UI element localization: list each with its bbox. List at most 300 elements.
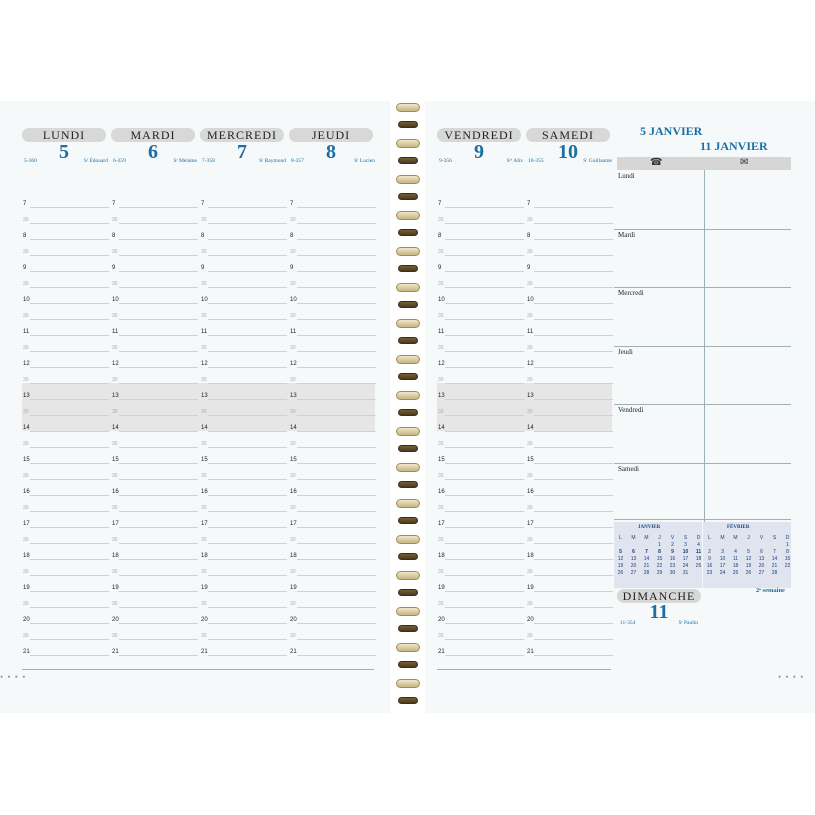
- binding-ring: [398, 265, 418, 272]
- half-hour-line: [208, 479, 287, 480]
- hour-line: [534, 527, 613, 528]
- half-hour-line: [445, 543, 524, 544]
- hour-line: [297, 527, 376, 528]
- weekday-header: V: [759, 535, 764, 541]
- phone-icon: ☎: [650, 157, 663, 168]
- hour-label: 12: [112, 361, 119, 367]
- hour-line: [119, 367, 198, 368]
- half-hour-label: 30: [112, 537, 118, 543]
- half-hour-line: [30, 511, 109, 512]
- half-hour-line: [445, 383, 524, 384]
- hour-line: [119, 463, 198, 464]
- half-hour-line: [119, 511, 198, 512]
- half-hour-line: [445, 287, 524, 288]
- half-hour-label: 30: [112, 505, 118, 511]
- hour-label: 7: [438, 201, 442, 207]
- hour-label: 21: [112, 649, 119, 655]
- weekday-header: D: [785, 535, 790, 541]
- half-hour-line: [297, 255, 376, 256]
- hour-line: [297, 399, 376, 400]
- half-hour-label: 30: [438, 569, 444, 575]
- half-hour-label: 30: [290, 249, 296, 255]
- hour-label: 15: [527, 457, 534, 463]
- half-hour-line: [119, 447, 198, 448]
- hour-line: [445, 303, 524, 304]
- hour-line: [208, 335, 287, 336]
- binding-ring: [396, 643, 420, 652]
- calendar-day: 22: [656, 563, 663, 569]
- half-hour-line: [208, 287, 287, 288]
- hour-line: [30, 399, 109, 400]
- half-hour-label: 30: [290, 633, 296, 639]
- calendar-day: 11: [695, 549, 702, 555]
- half-hour-line: [445, 319, 524, 320]
- notes-header-bar: [617, 157, 791, 170]
- half-hour-line: [534, 607, 613, 608]
- hour-line: [445, 655, 524, 656]
- hour-line: [534, 303, 613, 304]
- decorative-dots-left: • • • •: [0, 672, 27, 682]
- hour-label: 11: [527, 329, 534, 335]
- hour-label: 13: [438, 393, 445, 399]
- calendar-day: 24: [719, 570, 726, 576]
- hour-label: 7: [23, 201, 27, 207]
- calendar-day: 6: [632, 549, 635, 555]
- hour-label: 11: [201, 329, 208, 335]
- binding-ring: [396, 427, 420, 436]
- calendar-day: 2: [708, 549, 711, 555]
- calendar-day: 15: [784, 556, 791, 562]
- sunday-code: 11-354: [620, 620, 636, 626]
- hour-line: [119, 271, 198, 272]
- half-hour-line: [30, 255, 109, 256]
- half-hour-line: [297, 319, 376, 320]
- hour-line: [297, 591, 376, 592]
- half-hour-label: 30: [527, 249, 533, 255]
- half-hour-label: 30: [527, 313, 533, 319]
- saint-name: Sᵗ Édouard: [83, 158, 108, 164]
- hour-line: [534, 271, 613, 272]
- half-hour-label: 30: [527, 473, 533, 479]
- half-hour-label: 30: [112, 441, 118, 447]
- half-hour-line: [208, 447, 287, 448]
- binding-ring: [396, 175, 420, 184]
- binding-ring: [396, 679, 420, 688]
- hour-label: 12: [438, 361, 445, 367]
- calendar-day: 19: [617, 563, 624, 569]
- half-hour-label: 30: [290, 537, 296, 543]
- binding-ring: [396, 535, 420, 544]
- weekday-header: L: [708, 535, 711, 541]
- half-hour-line: [119, 543, 198, 544]
- half-hour-label: 30: [23, 409, 29, 415]
- hour-label: 12: [290, 361, 297, 367]
- binding-ring: [396, 319, 420, 328]
- hour-label: 8: [527, 233, 531, 239]
- hour-label: 10: [527, 297, 534, 303]
- hour-label: 10: [112, 297, 119, 303]
- hour-label: 13: [527, 393, 534, 399]
- hour-line: [208, 559, 287, 560]
- hour-label: 10: [438, 297, 445, 303]
- hour-label: 16: [290, 489, 297, 495]
- half-hour-line: [534, 511, 613, 512]
- hour-label: 16: [438, 489, 445, 495]
- hour-line: [119, 335, 198, 336]
- binding-ring: [398, 697, 418, 704]
- half-hour-label: 30: [527, 377, 533, 383]
- spiral-binding: [390, 101, 425, 713]
- hour-label: 13: [23, 393, 30, 399]
- half-hour-line: [30, 287, 109, 288]
- half-hour-line: [30, 319, 109, 320]
- binding-ring: [398, 625, 418, 632]
- half-hour-line: [208, 351, 287, 352]
- hour-line: [534, 367, 613, 368]
- day-info: [202, 158, 286, 164]
- half-hour-line: [30, 223, 109, 224]
- half-hour-label: 30: [23, 473, 29, 479]
- calendar-day: 27: [630, 570, 637, 576]
- calendar-day: 23: [706, 570, 713, 576]
- half-hour-label: 30: [438, 313, 444, 319]
- calendar-day: 4: [734, 549, 737, 555]
- binding-ring: [398, 445, 418, 452]
- half-hour-line: [30, 415, 109, 416]
- half-hour-label: 30: [112, 217, 118, 223]
- binding-ring: [396, 211, 420, 220]
- day-info: [113, 158, 197, 164]
- calendar-day: 19: [745, 563, 752, 569]
- bottom-line: [22, 669, 374, 670]
- half-hour-label: 30: [23, 505, 29, 511]
- calendar-day: 2: [671, 542, 674, 548]
- calendar-day: 21: [771, 563, 778, 569]
- weekday-header: V: [670, 535, 675, 541]
- half-hour-line: [30, 639, 109, 640]
- hour-line: [208, 527, 287, 528]
- calendar-day: 14: [643, 556, 650, 562]
- half-hour-label: 30: [201, 473, 207, 479]
- hour-line: [445, 367, 524, 368]
- hour-line: [445, 495, 524, 496]
- hour-label: 11: [438, 329, 445, 335]
- calendar-day: [614, 542, 627, 548]
- hour-line: [297, 335, 376, 336]
- notes-day-label: Mercredi: [618, 289, 644, 297]
- calendar-day: 16: [669, 556, 676, 562]
- calendar-day: [742, 542, 755, 548]
- half-hour-line: [297, 415, 376, 416]
- weekday-header: J: [658, 535, 661, 541]
- hour-label: 20: [23, 617, 30, 623]
- half-hour-line: [119, 383, 198, 384]
- binding-ring: [396, 355, 420, 364]
- half-hour-label: 30: [201, 217, 207, 223]
- hour-label: 20: [112, 617, 119, 623]
- hour-line: [30, 623, 109, 624]
- calendar-day: 10: [682, 549, 689, 555]
- hour-line: [297, 239, 376, 240]
- half-hour-label: 30: [290, 409, 296, 415]
- hour-label: 18: [201, 553, 208, 559]
- half-hour-label: 30: [112, 345, 118, 351]
- calendar-day: 24: [682, 563, 689, 569]
- half-hour-label: 30: [201, 409, 207, 415]
- hour-label: 12: [527, 361, 534, 367]
- calendar-day: [703, 542, 716, 548]
- week-end-date: 11 JANVIER: [700, 139, 768, 153]
- half-hour-label: 30: [23, 249, 29, 255]
- calendar-day: 29: [656, 570, 663, 576]
- hour-line: [208, 431, 287, 432]
- hour-line: [297, 271, 376, 272]
- day-code: 10-355: [528, 158, 544, 164]
- hour-line: [445, 271, 524, 272]
- bottom-line: [437, 669, 611, 670]
- calendar-day: 10: [719, 556, 726, 562]
- half-hour-label: 30: [527, 537, 533, 543]
- notes-separator: [614, 463, 791, 464]
- hour-line: [208, 623, 287, 624]
- day-code: 8-357: [291, 158, 304, 164]
- hour-line: [445, 463, 524, 464]
- half-hour-line: [297, 511, 376, 512]
- hour-label: 10: [290, 297, 297, 303]
- half-hour-line: [297, 607, 376, 608]
- hour-label: 9: [290, 265, 294, 271]
- half-hour-label: 30: [527, 217, 533, 223]
- hour-label: 15: [23, 457, 30, 463]
- calendar-day: 18: [695, 556, 702, 562]
- half-hour-label: 30: [290, 313, 296, 319]
- calendar-day: 31: [682, 570, 689, 576]
- calendar-day: 17: [719, 563, 726, 569]
- calendar-day: 5: [619, 549, 622, 555]
- half-hour-label: 30: [23, 313, 29, 319]
- hour-line: [30, 527, 109, 528]
- hour-label: 16: [201, 489, 208, 495]
- hour-line: [445, 239, 524, 240]
- hour-line: [534, 239, 613, 240]
- hour-label: 15: [438, 457, 445, 463]
- half-hour-label: 30: [112, 377, 118, 383]
- lunch-shade: [437, 383, 612, 431]
- day-code: 5-360: [24, 158, 37, 164]
- half-hour-line: [30, 447, 109, 448]
- half-hour-label: 30: [23, 601, 29, 607]
- hour-line: [119, 239, 198, 240]
- saint-name: Sᵗ Guillaume: [583, 158, 612, 164]
- hour-line: [119, 495, 198, 496]
- hour-label: 16: [112, 489, 119, 495]
- hour-line: [534, 495, 613, 496]
- hour-line: [534, 623, 613, 624]
- day-number: 6: [148, 141, 158, 163]
- half-hour-label: 30: [290, 345, 296, 351]
- day-number: 10: [558, 141, 578, 163]
- saint-name: Sᵗᵉ Alix: [506, 158, 523, 164]
- calendar-day: 8: [786, 549, 789, 555]
- hour-label: 21: [527, 649, 534, 655]
- hour-line: [30, 463, 109, 464]
- hour-label: 14: [438, 425, 445, 431]
- mini-calendar-grid: [703, 535, 794, 576]
- half-hour-line: [30, 607, 109, 608]
- half-hour-label: 30: [201, 345, 207, 351]
- binding-ring: [396, 463, 420, 472]
- hour-label: 21: [438, 649, 445, 655]
- day-code: 6-359: [113, 158, 126, 164]
- half-hour-line: [208, 319, 287, 320]
- binding-ring: [398, 589, 418, 596]
- hour-line: [119, 431, 198, 432]
- hour-line: [30, 591, 109, 592]
- notes-separator: [614, 229, 791, 230]
- weekday-header: M: [644, 535, 649, 541]
- half-hour-line: [445, 575, 524, 576]
- sunday-header: DIMANCHE: [617, 589, 701, 603]
- hour-line: [297, 623, 376, 624]
- half-hour-label: 30: [201, 249, 207, 255]
- half-hour-line: [445, 351, 524, 352]
- hour-label: 18: [438, 553, 445, 559]
- calendar-day: 7: [645, 549, 648, 555]
- weekday-header: S: [683, 535, 688, 541]
- hour-label: 8: [290, 233, 294, 239]
- half-hour-line: [208, 575, 287, 576]
- weekday-header: J: [747, 535, 750, 541]
- half-hour-line: [119, 287, 198, 288]
- hour-label: 9: [438, 265, 442, 271]
- half-hour-line: [534, 415, 613, 416]
- day-info: [439, 158, 523, 164]
- hour-line: [534, 207, 613, 208]
- notes-separator: [614, 519, 791, 520]
- day-number: 7: [237, 141, 247, 163]
- calendar-day: 30: [669, 570, 676, 576]
- calendar-day: [627, 542, 640, 548]
- half-hour-label: 30: [23, 441, 29, 447]
- hour-label: 9: [112, 265, 116, 271]
- binding-ring: [396, 103, 420, 112]
- hour-line: [534, 559, 613, 560]
- half-hour-label: 30: [527, 505, 533, 511]
- half-hour-line: [208, 543, 287, 544]
- calendar-day: 12: [745, 556, 752, 562]
- half-hour-line: [445, 479, 524, 480]
- hour-label: 14: [112, 425, 119, 431]
- calendar-day: 13: [758, 556, 765, 562]
- hour-label: 19: [23, 585, 30, 591]
- half-hour-line: [30, 543, 109, 544]
- hour-line: [119, 623, 198, 624]
- calendar-day: 5: [747, 549, 750, 555]
- half-hour-label: 30: [112, 281, 118, 287]
- calendar-day: 3: [721, 549, 724, 555]
- binding-ring: [398, 301, 418, 308]
- hour-line: [534, 463, 613, 464]
- half-hour-label: 30: [527, 569, 533, 575]
- hour-label: 8: [201, 233, 205, 239]
- half-hour-line: [297, 287, 376, 288]
- hour-label: 19: [290, 585, 297, 591]
- day-code: 9-356: [439, 158, 452, 164]
- hour-line: [30, 559, 109, 560]
- day-info: [528, 158, 612, 164]
- hour-line: [445, 527, 524, 528]
- hour-line: [208, 367, 287, 368]
- calendar-day: 18: [732, 563, 739, 569]
- weekday-header: S: [772, 535, 777, 541]
- half-hour-label: 30: [112, 569, 118, 575]
- binding-ring: [396, 139, 420, 148]
- half-hour-line: [208, 415, 287, 416]
- hour-line: [445, 399, 524, 400]
- day-number: 5: [59, 141, 69, 163]
- hour-label: 19: [112, 585, 119, 591]
- hour-label: 17: [112, 521, 119, 527]
- hour-label: 9: [23, 265, 27, 271]
- hour-label: 14: [23, 425, 30, 431]
- day-code: 7-358: [202, 158, 215, 164]
- half-hour-label: 30: [290, 441, 296, 447]
- hour-label: 18: [23, 553, 30, 559]
- hour-line: [208, 399, 287, 400]
- half-hour-label: 30: [112, 633, 118, 639]
- half-hour-label: 30: [201, 377, 207, 383]
- lunch-shade: [22, 383, 375, 431]
- half-hour-label: 30: [112, 409, 118, 415]
- hour-label: 13: [112, 393, 119, 399]
- hour-line: [119, 559, 198, 560]
- half-hour-line: [119, 255, 198, 256]
- calendar-day: 3: [684, 542, 687, 548]
- hour-label: 13: [201, 393, 208, 399]
- half-hour-line: [534, 383, 613, 384]
- hour-label: 17: [23, 521, 30, 527]
- binding-ring: [396, 391, 420, 400]
- hour-line: [297, 431, 376, 432]
- half-hour-line: [208, 383, 287, 384]
- hour-line: [445, 431, 524, 432]
- calendar-day: [768, 542, 781, 548]
- half-hour-line: [534, 351, 613, 352]
- binding-ring: [398, 373, 418, 380]
- half-hour-label: 30: [438, 473, 444, 479]
- half-hour-line: [208, 511, 287, 512]
- calendar-day: 25: [695, 563, 702, 569]
- mini-calendar-month: FÉVRIER: [727, 525, 750, 530]
- day-info: [24, 158, 108, 164]
- half-hour-label: 30: [290, 473, 296, 479]
- hour-label: 9: [201, 265, 205, 271]
- half-hour-line: [534, 223, 613, 224]
- half-hour-label: 30: [438, 409, 444, 415]
- half-hour-line: [297, 479, 376, 480]
- half-hour-line: [445, 607, 524, 608]
- half-hour-line: [534, 255, 613, 256]
- half-hour-line: [534, 575, 613, 576]
- half-hour-label: 30: [112, 601, 118, 607]
- hour-label: 17: [438, 521, 445, 527]
- half-hour-line: [119, 639, 198, 640]
- half-hour-label: 30: [438, 537, 444, 543]
- hour-line: [119, 655, 198, 656]
- half-hour-label: 30: [527, 633, 533, 639]
- half-hour-line: [119, 223, 198, 224]
- hour-line: [297, 559, 376, 560]
